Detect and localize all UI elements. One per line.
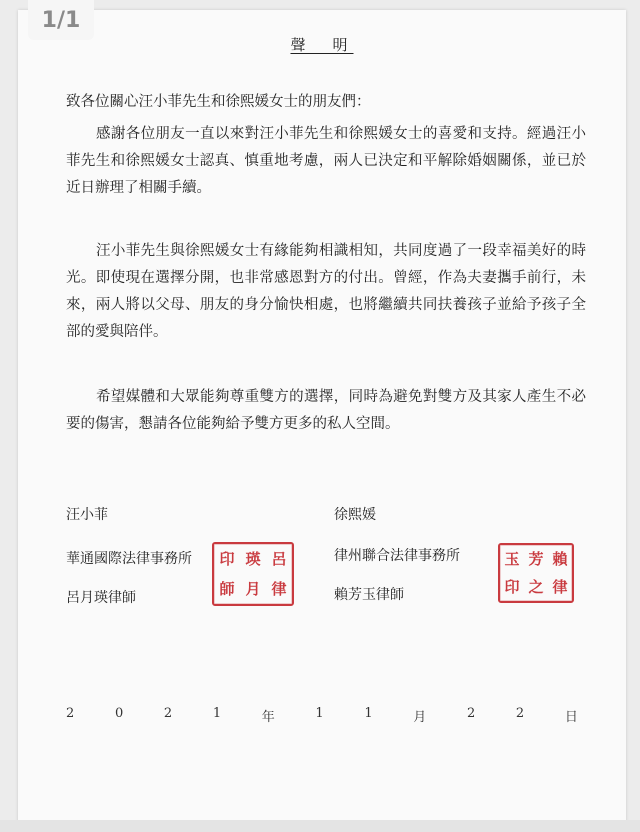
seal-char: 月	[245, 580, 261, 598]
left-party-lawyer: 呂月瑛律師	[66, 590, 136, 606]
paragraph-1: 感謝各位朋友一直以來對汪小菲先生和徐熙媛女士的喜愛和支持。經過汪小菲先生和徐熙媛女士認真、慎重地考慮，兩人已決定和平解除婚姻關係，並已於近日辦理了相關手續。	[66, 126, 586, 196]
date-char: 2	[163, 706, 173, 721]
seal-char: 印	[504, 578, 520, 596]
date-char: 年	[261, 710, 275, 725]
left-lawyer-seal	[212, 542, 294, 606]
date-char: 1	[364, 706, 373, 721]
date-char: 日	[564, 710, 578, 725]
page-counter: 1/1	[28, 0, 94, 40]
document-title-text: 聲 明	[290, 36, 354, 54]
viewer-bottom-bar	[0, 820, 640, 832]
seal-char: 之	[528, 578, 544, 596]
date-char: 月	[413, 710, 427, 725]
left-party-firm: 華通國際法律事務所	[66, 551, 192, 567]
document-page	[18, 10, 626, 832]
seal-char: 芳	[528, 550, 544, 568]
paragraph-2: 汪小菲先生與徐熙媛女士有緣能夠相識相知，共同度過了一段幸福美好的時光。即使現在選擇分開，也非常感恩對方的付出。曾經，作為夫妻攜手前行，未來，兩人將以父母、朋友的身分愉快相處，也將繼續共同扶養孩子並給予孩子全部的愛與陪伴。	[66, 243, 586, 340]
right-party-name: 徐熙媛	[334, 507, 376, 523]
seal-char: 印	[219, 550, 235, 568]
paragraph-3: 希望媒體和大眾能夠尊重雙方的選擇，同時為避免對雙方及其家人產生不必要的傷害，懇請各位能夠給予雙方更多的私人空間。	[66, 389, 586, 432]
salutation: 致各位關心汪小菲先生和徐熙媛女士的朋友們：	[66, 94, 371, 110]
document-date	[66, 706, 578, 725]
left-party-name: 汪小菲	[66, 507, 108, 523]
seal-char: 律	[552, 578, 568, 596]
date-char: 0	[114, 706, 124, 721]
date-char: 2	[66, 706, 75, 721]
document-title	[18, 34, 626, 55]
seal-char: 瑛	[245, 550, 261, 568]
seal-char: 律	[271, 580, 287, 598]
date-char: 2	[466, 706, 476, 721]
seal-char: 師	[219, 580, 235, 598]
seal-char: 賴	[552, 550, 568, 568]
seal-char: 玉	[504, 550, 520, 568]
date-char: 1	[315, 706, 324, 721]
right-party-firm: 律州聯合法律事務所	[334, 548, 460, 564]
date-char: 1	[212, 706, 222, 721]
right-party-lawyer: 賴芳玉律師	[334, 587, 404, 603]
right-lawyer-seal	[498, 543, 574, 603]
date-char: 2	[515, 706, 525, 721]
seal-char: 呂	[271, 550, 287, 568]
